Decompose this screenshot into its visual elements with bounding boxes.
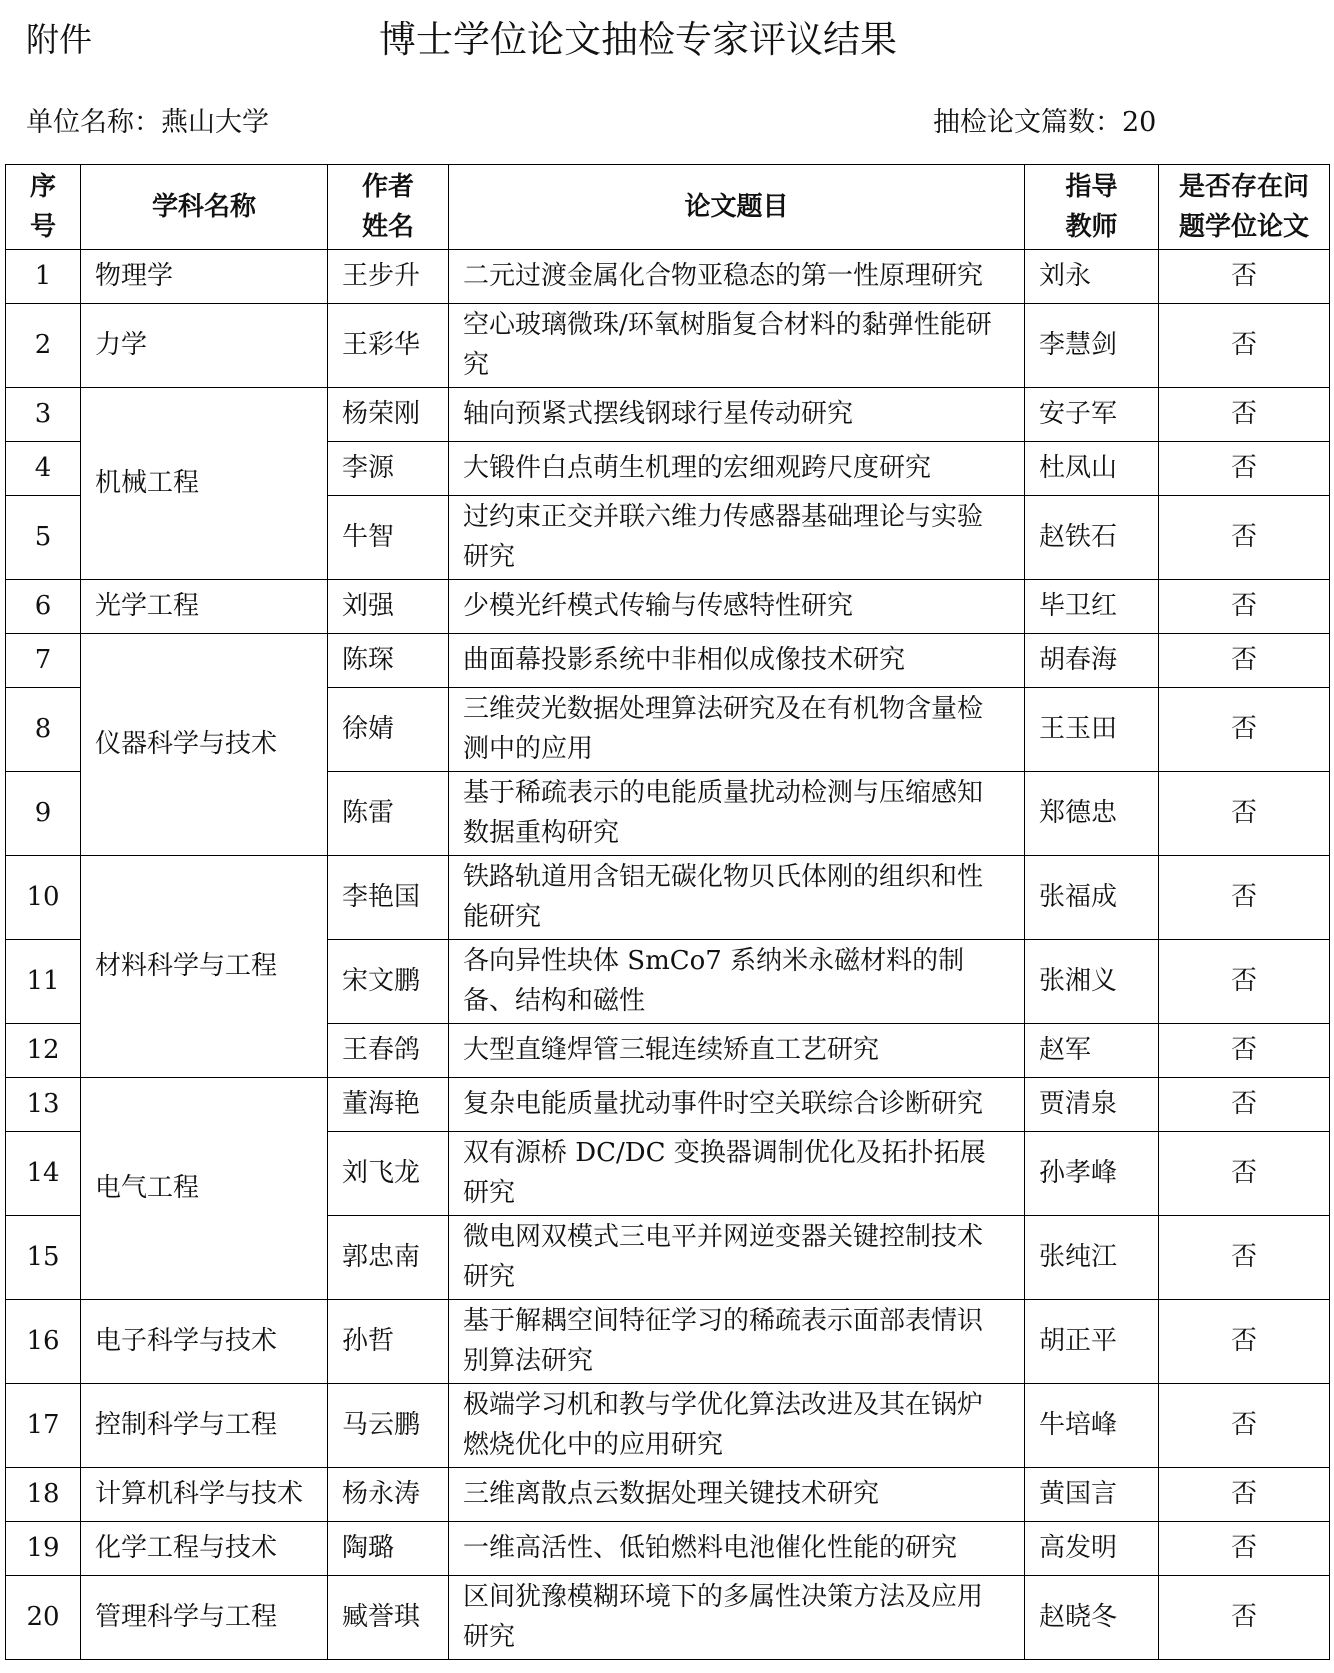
advisor-cell: 安子军 (1025, 388, 1159, 442)
author-cell: 陈琛 (328, 634, 449, 688)
result-cell: 否 (1159, 442, 1330, 496)
subject-cell: 管理科学与工程 (81, 1576, 328, 1660)
result-cell: 否 (1159, 304, 1330, 388)
author-cell: 刘飞龙 (328, 1132, 449, 1216)
attachment-label: 附件 (26, 20, 92, 59)
column-header-title (449, 165, 1025, 250)
thesis-title: 各向异性块体 SmCo7 系纳米永磁材料的制备、结构和磁性 (463, 946, 965, 1016)
thesis-title-cell (449, 772, 1025, 856)
subject-cell: 仪器科学与技术 (81, 634, 328, 856)
result-cell: 否 (1159, 250, 1330, 304)
subject-cell: 物理学 (81, 250, 328, 304)
author-cell: 王彩华 (328, 304, 449, 388)
thesis-title: 双有源桥 DC/DC 变换器调制优化及拓扑拓展研究 (463, 1138, 986, 1208)
table-row (6, 388, 1330, 442)
subject-cell: 材料科学与工程 (81, 856, 328, 1078)
advisor-cell: 张福成 (1025, 856, 1159, 940)
author-cell: 李源 (328, 442, 449, 496)
advisor-cell: 郑德忠 (1025, 772, 1159, 856)
author-cell: 王春鸽 (328, 1024, 449, 1078)
count-value: 20 (1122, 107, 1157, 138)
seq-cell: 15 (6, 1216, 81, 1300)
thesis-title-cell (449, 1300, 1025, 1384)
advisor-cell: 赵晓冬 (1025, 1576, 1159, 1660)
thesis-title-cell (449, 856, 1025, 940)
seq-cell: 2 (6, 304, 81, 388)
table-row (6, 250, 1330, 304)
results-table (5, 164, 1330, 1660)
thesis-title: 基于稀疏表示的电能质量扰动检测与压缩感知数据重构研究 (463, 778, 984, 848)
column-header-problem-label: 是否存在问题学位论文 (1178, 172, 1309, 242)
result-cell: 否 (1159, 1522, 1330, 1576)
author-cell: 刘强 (328, 580, 449, 634)
thesis-title-cell (449, 1468, 1025, 1522)
seq-cell: 7 (6, 634, 81, 688)
result-cell: 否 (1159, 688, 1330, 772)
thesis-title: 大锻件白点萌生机理的宏细观跨尺度研究 (463, 452, 932, 483)
document-title: 博士学位论文抽检专家评议结果 (379, 18, 897, 61)
thesis-title: 复杂电能质量扰动事件时空关联综合诊断研究 (463, 1088, 984, 1119)
author-cell: 徐婧 (328, 688, 449, 772)
thesis-title-cell (449, 940, 1025, 1024)
table-row (6, 1384, 1330, 1468)
author-cell: 郭忠南 (328, 1216, 449, 1300)
advisor-cell: 赵军 (1025, 1024, 1159, 1078)
seq-cell: 14 (6, 1132, 81, 1216)
result-cell: 否 (1159, 1078, 1330, 1132)
thesis-title: 三维离散点云数据处理关键技术研究 (463, 1478, 880, 1509)
result-cell: 否 (1159, 856, 1330, 940)
table-row (6, 1300, 1330, 1384)
advisor-cell: 贾清泉 (1025, 1078, 1159, 1132)
thesis-title: 三维荧光数据处理算法研究及在有机物含量检测中的应用 (463, 694, 984, 764)
table-body (6, 250, 1330, 1660)
unit-info (26, 106, 269, 140)
author-cell: 陈雷 (328, 772, 449, 856)
thesis-title-cell (449, 1384, 1025, 1468)
advisor-cell: 牛培峰 (1025, 1384, 1159, 1468)
seq-cell: 10 (6, 856, 81, 940)
subject-cell: 化学工程与技术 (81, 1522, 328, 1576)
table-row (6, 580, 1330, 634)
unit-label: 单位名称： (26, 107, 161, 138)
seq-cell: 4 (6, 442, 81, 496)
seq-cell: 20 (6, 1576, 81, 1660)
result-cell: 否 (1159, 1216, 1330, 1300)
table-row (6, 1576, 1330, 1660)
seq-cell: 8 (6, 688, 81, 772)
advisor-cell: 王玉田 (1025, 688, 1159, 772)
result-cell: 否 (1159, 1576, 1330, 1660)
thesis-title: 少模光纤模式传输与传感特性研究 (463, 590, 854, 621)
thesis-title: 区间犹豫模糊环境下的多属性决策方法及应用研究 (463, 1582, 984, 1652)
seq-cell: 11 (6, 940, 81, 1024)
seq-cell: 3 (6, 388, 81, 442)
author-cell: 杨永涛 (328, 1468, 449, 1522)
table-row (6, 634, 1330, 688)
table-row (6, 1522, 1330, 1576)
advisor-cell: 张纯江 (1025, 1216, 1159, 1300)
advisor-cell: 李慧剑 (1025, 304, 1159, 388)
advisor-cell: 黄国言 (1025, 1468, 1159, 1522)
thesis-title: 基于解耦空间特征学习的稀疏表示面部表情识别算法研究 (463, 1306, 984, 1376)
thesis-title: 铁路轨道用含铝无碳化物贝氏体刚的组织和性能研究 (463, 862, 984, 932)
result-cell: 否 (1159, 1468, 1330, 1522)
seq-cell: 1 (6, 250, 81, 304)
thesis-title-cell (449, 688, 1025, 772)
thesis-title-cell (449, 580, 1025, 634)
seq-cell: 16 (6, 1300, 81, 1384)
author-cell: 董海艳 (328, 1078, 449, 1132)
result-cell: 否 (1159, 1384, 1330, 1468)
thesis-title-cell (449, 496, 1025, 580)
result-cell: 否 (1159, 496, 1330, 580)
thesis-title-cell (449, 1132, 1025, 1216)
advisor-cell: 高发明 (1025, 1522, 1159, 1576)
thesis-title: 曲面幕投影系统中非相似成像技术研究 (463, 644, 906, 675)
column-header-seq-label: 序号 (29, 172, 56, 242)
result-cell: 否 (1159, 580, 1330, 634)
thesis-title: 轴向预紧式摆线钢球行星传动研究 (463, 398, 854, 429)
thesis-title: 微电网双模式三电平并网逆变器关键控制技术研究 (463, 1222, 984, 1292)
advisor-cell: 胡春海 (1025, 634, 1159, 688)
seq-cell: 6 (6, 580, 81, 634)
thesis-title: 极端学习机和教与学优化算法改进及其在锅炉燃烧优化中的应用研究 (463, 1390, 984, 1460)
result-cell: 否 (1159, 1300, 1330, 1384)
thesis-title-cell (449, 1216, 1025, 1300)
author-cell: 马云鹏 (328, 1384, 449, 1468)
author-cell: 李艳国 (328, 856, 449, 940)
seq-cell: 19 (6, 1522, 81, 1576)
result-cell: 否 (1159, 634, 1330, 688)
column-header-seq (6, 165, 81, 250)
seq-cell: 12 (6, 1024, 81, 1078)
result-cell: 否 (1159, 1132, 1330, 1216)
subject-cell: 控制科学与工程 (81, 1384, 328, 1468)
advisor-cell: 张湘义 (1025, 940, 1159, 1024)
table-row (6, 304, 1330, 388)
subject-cell: 力学 (81, 304, 328, 388)
table-header (6, 165, 1330, 250)
count-info (933, 106, 1156, 140)
column-header-author-label: 作者姓名 (361, 172, 414, 242)
author-cell: 王步升 (328, 250, 449, 304)
column-header-advisor (1025, 165, 1159, 250)
table-row (6, 1468, 1330, 1522)
author-cell: 孙哲 (328, 1300, 449, 1384)
table-row (6, 1078, 1330, 1132)
author-cell: 臧誉琪 (328, 1576, 449, 1660)
result-cell: 否 (1159, 1024, 1330, 1078)
column-header-problem (1159, 165, 1330, 250)
thesis-title-cell (449, 388, 1025, 442)
header-row (6, 165, 1330, 250)
thesis-title-cell (449, 1078, 1025, 1132)
advisor-cell: 刘永 (1025, 250, 1159, 304)
author-cell: 杨荣刚 (328, 388, 449, 442)
thesis-title-cell (449, 1024, 1025, 1078)
result-cell: 否 (1159, 772, 1330, 856)
thesis-title-cell (449, 634, 1025, 688)
unit-name: 燕山大学 (161, 107, 269, 138)
author-cell: 牛智 (328, 496, 449, 580)
thesis-title-cell (449, 442, 1025, 496)
subject-cell: 机械工程 (81, 388, 328, 580)
seq-cell: 9 (6, 772, 81, 856)
table-row (6, 856, 1330, 940)
thesis-title-cell (449, 1576, 1025, 1660)
subject-cell: 电气工程 (81, 1078, 328, 1300)
author-cell: 宋文鹏 (328, 940, 449, 1024)
subject-cell: 计算机科学与技术 (81, 1468, 328, 1522)
seq-cell: 18 (6, 1468, 81, 1522)
thesis-title: 过约束正交并联六维力传感器基础理论与实验研究 (463, 502, 984, 572)
seq-cell: 13 (6, 1078, 81, 1132)
thesis-title-cell (449, 304, 1025, 388)
result-cell: 否 (1159, 940, 1330, 1024)
thesis-title-cell (449, 1522, 1025, 1576)
subject-cell: 光学工程 (81, 580, 328, 634)
thesis-title: 一维高活性、低铂燃料电池催化性能的研究 (463, 1532, 958, 1563)
result-cell: 否 (1159, 388, 1330, 442)
author-cell: 陶璐 (328, 1522, 449, 1576)
seq-cell: 17 (6, 1384, 81, 1468)
advisor-cell: 赵铁石 (1025, 496, 1159, 580)
thesis-title: 二元过渡金属化合物亚稳态的第一性原理研究 (463, 260, 984, 291)
count-label: 抽检论文篇数： (933, 107, 1122, 138)
column-header-author (328, 165, 449, 250)
advisor-cell: 孙孝峰 (1025, 1132, 1159, 1216)
advisor-cell: 毕卫红 (1025, 580, 1159, 634)
column-header-advisor-label: 指导教师 (1065, 172, 1118, 242)
column-header-title-label: 论文题目 (684, 192, 789, 222)
thesis-title: 大型直缝焊管三辊连续矫直工艺研究 (463, 1034, 880, 1065)
thesis-title: 空心玻璃微珠/环氧树脂复合材料的黏弹性能研究 (463, 310, 992, 380)
seq-cell: 5 (6, 496, 81, 580)
advisor-cell: 杜凤山 (1025, 442, 1159, 496)
thesis-title-cell (449, 250, 1025, 304)
subject-cell: 电子科学与技术 (81, 1300, 328, 1384)
column-header-subject (81, 165, 328, 250)
advisor-cell: 胡正平 (1025, 1300, 1159, 1384)
column-header-subject-label: 学科名称 (151, 192, 256, 222)
